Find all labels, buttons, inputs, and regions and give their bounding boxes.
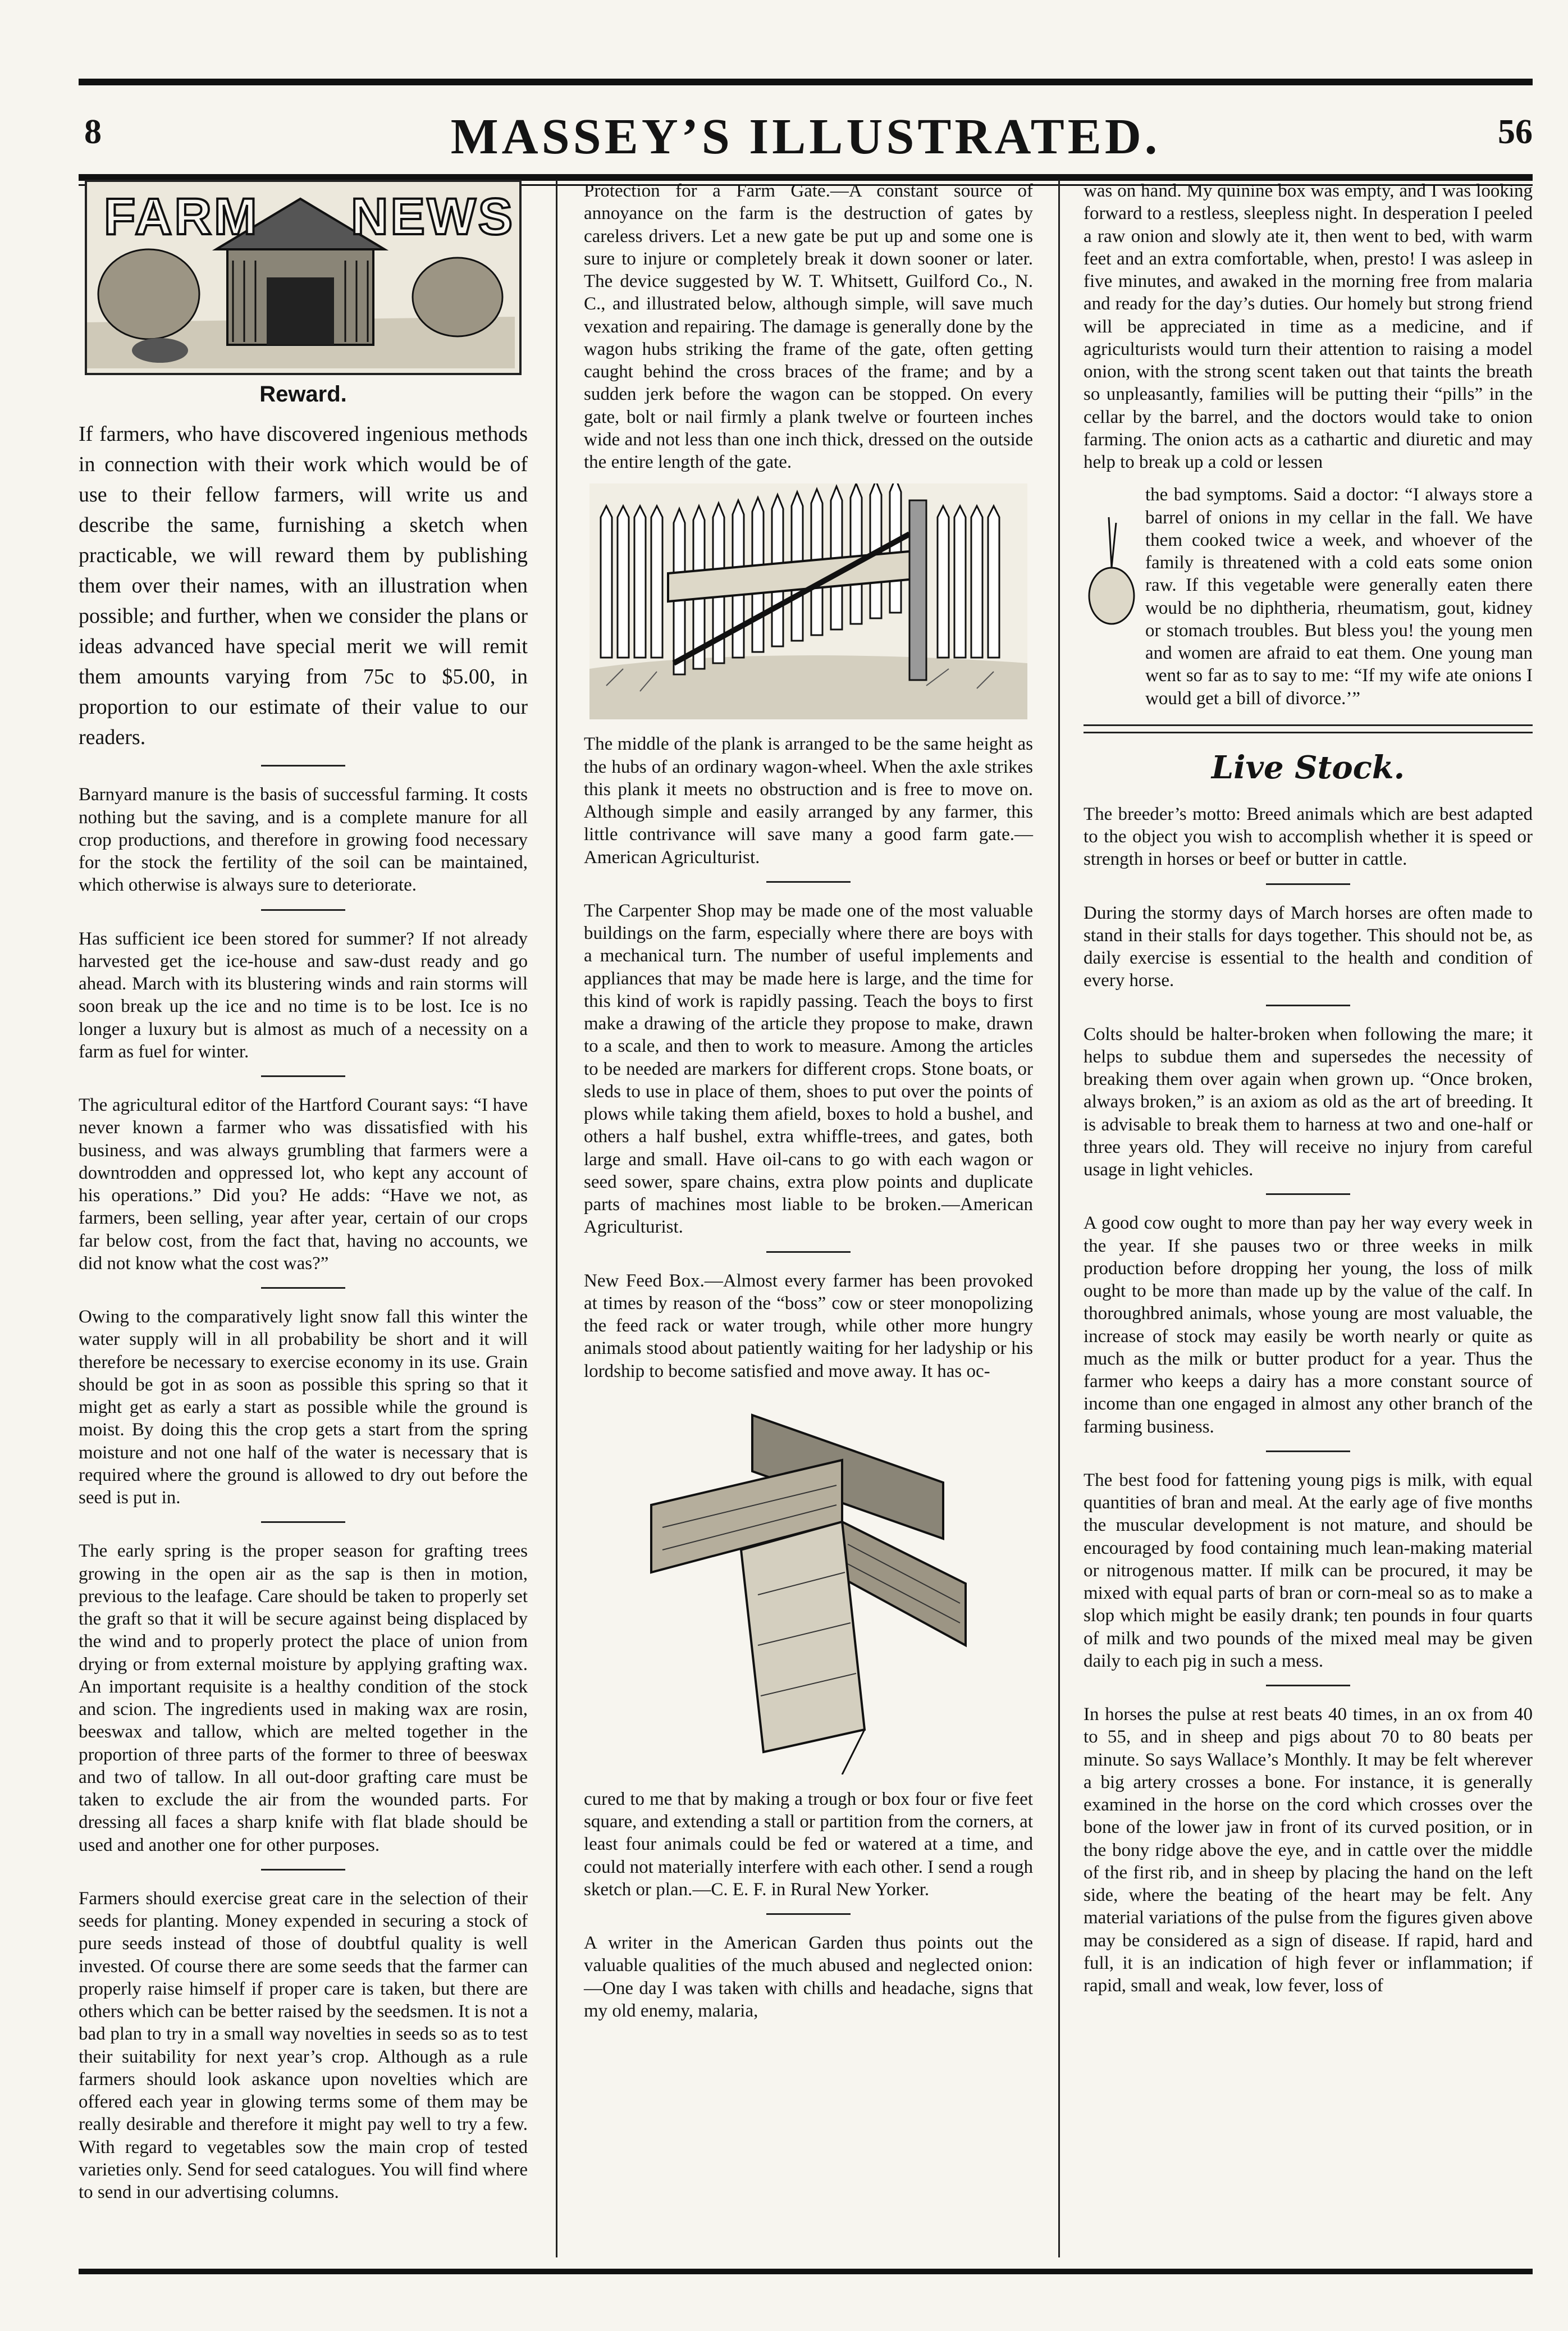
farm-news-banner (85, 180, 522, 375)
article-barnyard: Barnyard manure is the basis of successful farming. It costs nothing but the saving, and is a complete manure for all crop productions, and therefore in growing food necessary for the stock the fertility of the soil can be maintained, which otherwise is always sure to deteriorate. (79, 784, 528, 896)
page-number-right: 56 (1498, 113, 1533, 151)
publication-title: MASSEY’S ILLUSTRATED. (450, 109, 1161, 165)
onion-wrap-block (1084, 483, 1533, 710)
article-snow: Owing to the comparatively light snow fall this winter the water supply will in all probability be short and it will therefore be necessary to exercise economy in its use. Grain should be got in as soon as possible this spring so that it might get as early a start as possible while the ground is moist. By doing this the crop gets a start from the spring moisture and not one half of the water is necessary that is required where the ground is allowed to dry out before the seed is put in. (79, 1307, 528, 1508)
bottom-rule (79, 2269, 1533, 2274)
article-ice: Has sufficient ice been stored for summer? If not already harvested get the ice-house and saw-dust ready and go ahead. March with its blustering winds and rain storms will soon break up the ice and no time is to be lost. Ice is no longer a luxury but is almost as much of a necessity on a farm as fuel for winter. (79, 928, 528, 1062)
article-pigs: The best food for fattening young pigs is milk, with equal quantities of bran and meal. At the early age of five months the muscular development is not mature, and should be encouraged by food containing much lean-making material or nitrogenous matter. If milk can be procured, it may be mixed with equal parts of bran or corn-meal so as to make a slop which might be easily drank; ten pounds in four quarts of milk and two pounds of the mixed meal may be given daily to each pig in such a mess. (1084, 1470, 1533, 1671)
separator (766, 881, 851, 883)
separator (261, 1287, 345, 1289)
gate-illustration (589, 483, 1027, 719)
separator (766, 1251, 851, 1253)
separator (261, 909, 345, 911)
reward-heading: Reward. (259, 382, 347, 407)
banner-word-news: NEWS (351, 188, 515, 245)
article-grafting: The early spring is the proper season for grafting trees growing in the open air as the sap is then in motion, previous to the leafage. Care should be taken to properly set the graft so that it will be secure against being displaced by the wind and to properly protect the place of union from drying or from external moisture by applying grafting wax. An important requisite is a healthy condition of the stock and scion. The ingredients used in making wax are rosin, beeswax and tallow, which are melted together in the proportion of three parts of the former to three of beeswax and two of tallow. In all out-door grafting care must be taken to exclude the air from the wounded parts. For dressing all faces a sharp knife with flat blade should be used and another one for other purposes. (79, 1541, 528, 1855)
article-motto: The breeder’s motto: Breed animals which are best adapted to the object you wish to accomplish whether it is speed or strength in horses or beef or butter in cattle. (1084, 804, 1533, 870)
article-gate: Protection for a Farm Gate.—A constant source of annoyance on the farm is the destruction of gates by careless drivers. Let a new gate be put up and some one is sure to injure or completely break it down sooner or later. The device suggested by W. T. Whitsett, Guilford Co., N. C., and illustrated below, although simple, will save much vexation and repairing. The damage is generally done by the wagon hubs striking the frame of the gate, often getting caught behind the cross braces of the frame; and by a sudden jerk before the wagon can be stopped. On every gate, bolt or nail firmly a plank twelve or fourteen inches wide and not less than one inch thick, dressed on the outside the entire length of the gate. (584, 181, 1033, 472)
separator (261, 765, 345, 767)
column-3 (1084, 180, 1533, 2007)
separator (261, 1869, 345, 1871)
separator (1266, 1193, 1350, 1195)
article-seeds: Farmers should exercise great care in the selection of their seeds for planting. Money expended in securing a stock of pure seeds instead of those of doubtful quality is well invested. Of course there are some seeds that the farmer can properly raise himself if proper care is taken, but there are others which can be better raised by the seedsmen. It is not a bad plan to try in a small way novelties in seeds so as to test their suitability for next year’s crop. Although as a rule farmers should look askance upon novelties which are offered each year in glowing terms some of them may be really desirable and therefore it might pay well to try a few. With regard to vegetables sow the main crop of tested varieties only. Send for seed catalogues. You will find where to send in our advertising columns. (79, 1888, 528, 2203)
article-hartford: The agricultural editor of the Hartford Courant says: “I have never known a farmer who was dissatisfied with his business, and was always grumbling that farmers were a downtrodden and oppressed lot, who kept any account of his operations.” Did you? He adds: “Have we not, as farmers, been selling, year after year, certain of our crops far below cost, from the fact that, having no accounts, we did not know what the cost was?” (79, 1095, 528, 1274)
top-rule (79, 79, 1533, 85)
feed-box-illustration (629, 1393, 988, 1775)
article-cow: A good cow ought to more than pay her way every week in the year. If she pauses two or three weeks in milk production before dropping her young, the loss of milk ought to be more than made up by the value of the calf. In thoroughbred animals, whose young are most valuable, the increase of stock may easily be worth nearly or quite as much as the milk or butter product for a year. Thus the farmer who keeps a dairy has a more constant source of income than one engaged in almost any other branch of the farming business. (1084, 1213, 1533, 1437)
column-2 (584, 180, 1033, 2032)
column-divider (556, 180, 557, 2257)
article-carpenter: The Carpenter Shop may be made one of the most valuable buildings on the farm, especially where there are boys with a mechanical turn. The number of useful implements and appliances that may be made here is large, and the time for this kind of work is rapidly passing. Teach the boys to first make a drawing of the article they propose to make, drawn to a scale, and then to work to measure. Among the articles to be needed are markers for different crops. Stone boats, or sleds to use in place of them, shoes to put over the points of plows while taking them afield, boxes to hold a bushel, and others a half bushel, extra whiffle-trees, and gates, both large and small. Have oil-cans to go with each wagon or seed sower, spare chains, extra plow points and duplicate parts of machines most liable to be broken.—American Agriculturist. (584, 900, 1033, 1238)
article-feedbox-continued: cured to me that by making a trough or box four or five feet square, and extending a stall or partition from the corners, at least four animals could be fed or watered at a time, and could not materially interfere with each other. I send a rough sketch or plan.—C. E. F. in Rural New Yorker. (584, 1789, 1033, 1900)
article-onion-continued: was on hand. My quinine box was empty, and I was looking forward to a restless, sleepless night. In desperation I peeled a raw onion and slowly ate it, then went to bed, with warm feet and an extra comfortable, when, presto! I was asleep in five minutes, and awaked in the morning free from malaria and ready for the day’s duties. Our homely but strong friend will be appreciated in time as a medicine, and if agriculturists would turn their attention to raising a model onion, with the strong scent taken out that taints the breath so unpleasantly, families will be putting their “pills” in the cellar by the barrel, and the doctors would take to onion farming. The onion acts as a cathartic and diuretic and may help to break up a cold or lessen (1084, 181, 1533, 472)
article-pulse: In horses the pulse at rest beats 40 times, in an ox from 40 to 55, and in sheep and pigs about 70 to 80 beats per minute. So says Wallace’s Monthly. It may be felt wherever a big artery crosses a bone. For instance, it is generally examined in the horse on the cord which crosses over the bone of the lower jaw in front of its curved position, or in the bony ridge above the eye, and in cattle over the middle of the first rib, and in sheep by placing the hand on the left side, where the beating of the heart may be felt. Any material variations of the pulse from the figures given above may be considered as a sign of disease. If rapid, hard and full, it is an indication of high fever or inflammation; if rapid, small and weak, low fever, loss of (1084, 1704, 1533, 1996)
reward-text: If farmers, who have discovered ingenious methods in connection with their work which would be of use to their fellow farmers, will write us and describe the same, furnishing a sketch when practicable, we will reward them by publishing them over their names, with an illustration when possible; and further, when we consider the plans or ideas advanced have special merit we will remit them amounts varying from 75c to $5.00, in proportion to our estimate of their value to our readers. (79, 422, 528, 749)
separator (261, 1521, 345, 1523)
article-colts: Colts should be halter-broken when following the mare; it helps to subdue them and supersedes the necessity of breaking them over again when grown up. “Once broken, always broken,” is an axiom as old as the art of breeding. It is advisable to break them to harness at two and one-half or three years old. They will receive no injury from careful usage in light vehicles. (1084, 1024, 1533, 1180)
page-number-left: 8 (84, 113, 102, 151)
article-onion: A writer in the American Garden thus points out the valuable qualities of the much abused and neglected onion:—One day I was taken with chills and headache, signs that my old enemy, malaria, (584, 1933, 1033, 2021)
article-feedbox: New Feed Box.—Almost every farmer has been provoked at times by reason of the “boss” cow or steer monopolizing the feed rack or water trough, while other more hungry animals stood about patiently waiting for her ladyship or his lordship to become satisfied and move away. It has oc- (584, 1270, 1033, 1381)
column-1 (79, 180, 528, 2214)
section-double-rule (1084, 724, 1533, 733)
onion-margin-illustration (1084, 483, 1140, 686)
separator (1266, 1005, 1350, 1006)
separator (1266, 1685, 1350, 1686)
article-onion-wrap: the bad symptoms. Said a doctor: “I always store a barrel of onions in my cellar in the fall. We have them cooked twice a week, and whoever of the family is threatened with a cold eats some onion raw. If this vegetable were generally eaten there would be no diphtheria, rheumatism, gout, kidney or stomach troubles. But bless you! the young men and women are afraid to eat them. One young man went so far as to say to me: “If my wife ate onions I would get a bill of divorce.’” (1145, 485, 1533, 709)
live-stock-heading: Live Stock. (1211, 749, 1405, 786)
article-plank: The middle of the plank is arranged to be the same height as the hubs of an ordinary wagon-wheel. When the axle strikes this plank it meets no obstruction and is free to move on. Although simple and easily arranged by any farmer, this little contrivance will save many a good farm gate.—American Agriculturist. (584, 734, 1033, 868)
column-divider (1058, 180, 1060, 2257)
separator (766, 1913, 851, 1915)
article-march: During the stormy days of March horses are often made to stand in their stalls for days together. This should not be, as daily exercise is essential to the health and condition of every horse. (1084, 902, 1533, 991)
separator (261, 1075, 345, 1077)
banner-word-farm: FARM (104, 188, 259, 245)
separator (1266, 883, 1350, 885)
newspaper-page (79, 79, 1533, 2302)
separator (1266, 1450, 1350, 1452)
